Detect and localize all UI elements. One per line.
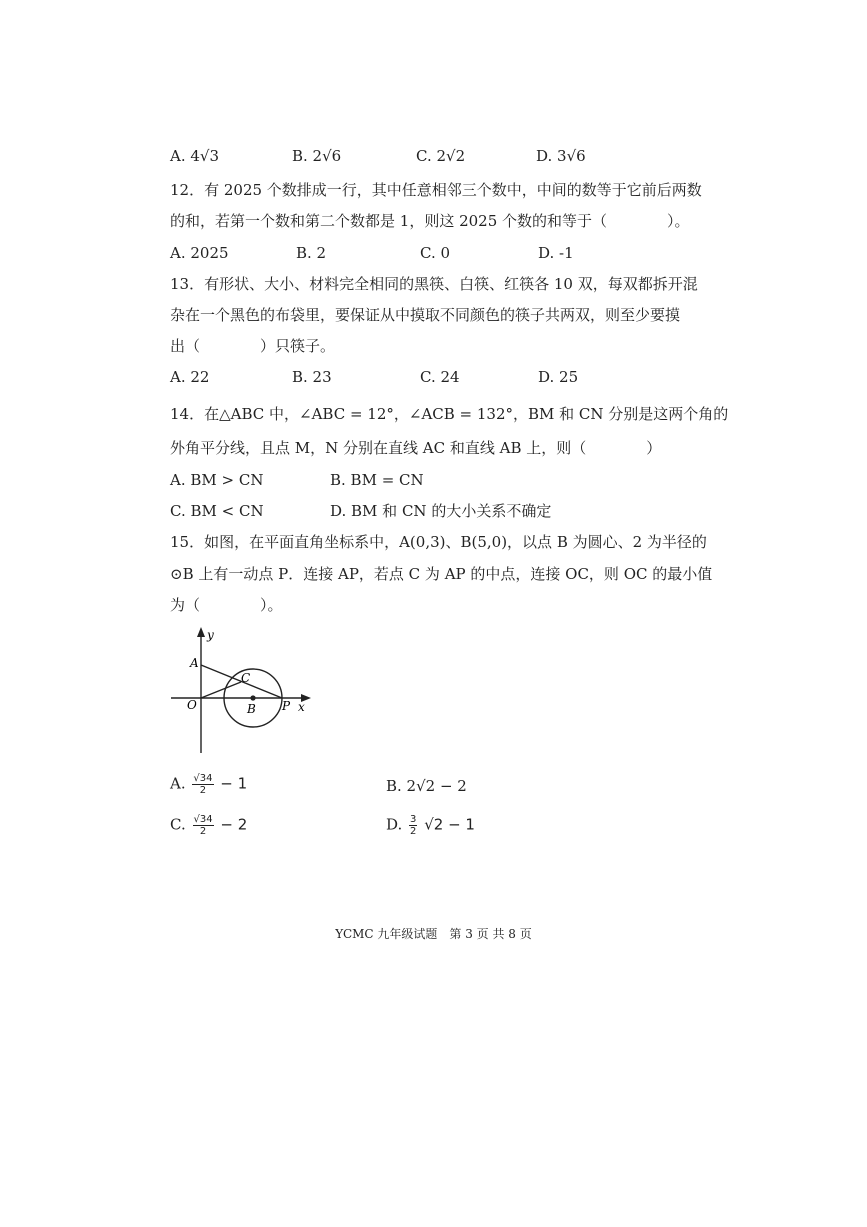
q15-figure xyxy=(165,625,315,759)
q15-option-c xyxy=(170,814,247,837)
q13-line-3: 出（ ）只筷子。 xyxy=(170,337,336,355)
q14-line-2: 外角平分线，且点 M，N 分别在直线 AC 和直线 AB 上，则（ ） xyxy=(170,439,662,457)
label-x: x xyxy=(298,700,305,714)
q12-option-b: B. 2 xyxy=(296,244,327,262)
q15-option-d xyxy=(386,814,475,837)
q15-option-a-numerator: √34 xyxy=(193,773,213,784)
q12-line-1: 12．有 2025 个数排成一行，其中任意相邻三个数中，中间的数等于它前后两数 xyxy=(170,181,702,199)
q15-option-c-denominator: 2 xyxy=(199,826,207,837)
q15-option-d-denominator: 2 xyxy=(410,826,417,837)
q15-option-a-denominator: 2 xyxy=(199,785,207,796)
q13-line-2: 杂在一个黑色的布袋里，要保证从中摸取不同颜色的筷子共两双，则至少要摸 xyxy=(170,306,681,324)
page-footer: YCMC 九年级试题 第 3 页 共 8 页 xyxy=(335,927,532,941)
center-b-dot xyxy=(250,695,255,700)
q14-option-d: D. BM 和 CN 的大小关系不确定 xyxy=(330,502,552,520)
label-p: P xyxy=(282,699,291,713)
coordinate-diagram xyxy=(165,625,315,755)
q13-option-b: B. 23 xyxy=(292,368,332,386)
segment-oc xyxy=(201,682,241,698)
q15-option-c-numerator: √34 xyxy=(193,814,213,825)
q13-line-1: 13．有形状、大小、材料完全相同的黑筷、白筷、红筷各 10 双，每双都拆开混 xyxy=(170,275,698,293)
q12-line-2: 的和，若第一个数和第二个数都是 1，则这 2025 个数的和等于（ ）。 xyxy=(170,212,690,230)
q14-option-c: C. BM < CN xyxy=(170,502,264,520)
q15-line-1: 15．如图，在平面直角坐标系中，A(0,3)、B(5,0)，以点 B 为圆心、2 为半径的 xyxy=(170,533,707,551)
q15-option-c-fraction xyxy=(193,814,214,837)
q13-option-d: D. 25 xyxy=(538,368,579,386)
label-c: C xyxy=(241,671,251,685)
q13-option-a: A. 22 xyxy=(170,368,210,386)
q15-option-c-prefix: C. xyxy=(170,815,186,834)
q11-option-c: C. 2√2 xyxy=(416,147,466,165)
q13-option-c: C. 24 xyxy=(420,368,460,386)
q12-option-a: A. 2025 xyxy=(170,244,229,262)
q15-line-3: 为（ ）。 xyxy=(170,596,283,614)
q15-line-2: ⊙B 上有一动点 P．连接 AP，若点 C 为 AP 的中点，连接 OC，则 OC 的最小值 xyxy=(170,565,713,583)
q11-option-a: A. 4√3 xyxy=(170,147,220,165)
q15-option-c-suffix: − 2 xyxy=(220,815,248,834)
q15-option-d-suffix: √2 − 1 xyxy=(424,815,475,834)
q12-option-c: C. 0 xyxy=(420,244,451,262)
q15-option-b: B. 2√2 − 2 xyxy=(386,777,467,795)
q15-option-d-prefix: D. xyxy=(386,815,403,834)
q11-option-b: B. 2√6 xyxy=(292,147,342,165)
y-axis-arrow xyxy=(197,627,205,637)
q15-option-a-suffix: − 1 xyxy=(220,774,248,793)
q14-option-b: B. BM = CN xyxy=(330,471,424,489)
q12-option-d: D. -1 xyxy=(538,244,574,262)
q15-option-d-fraction xyxy=(409,814,417,837)
label-o: O xyxy=(187,698,197,712)
label-a: A xyxy=(190,656,199,670)
q15-option-d-numerator: 3 xyxy=(410,814,417,825)
q15-option-a xyxy=(170,773,247,796)
q14-option-a: A. BM > CN xyxy=(170,471,264,489)
q11-option-d: D. 3√6 xyxy=(536,147,586,165)
label-b: B xyxy=(247,702,256,716)
q15-option-a-prefix: A. xyxy=(170,774,186,793)
label-y: y xyxy=(207,628,214,642)
q14-line-1: 14．在△ABC 中，∠ABC = 12°，∠ACB = 132°，BM 和 CN 分别是这两个角的 xyxy=(170,405,729,423)
q15-option-a-fraction xyxy=(192,773,213,796)
